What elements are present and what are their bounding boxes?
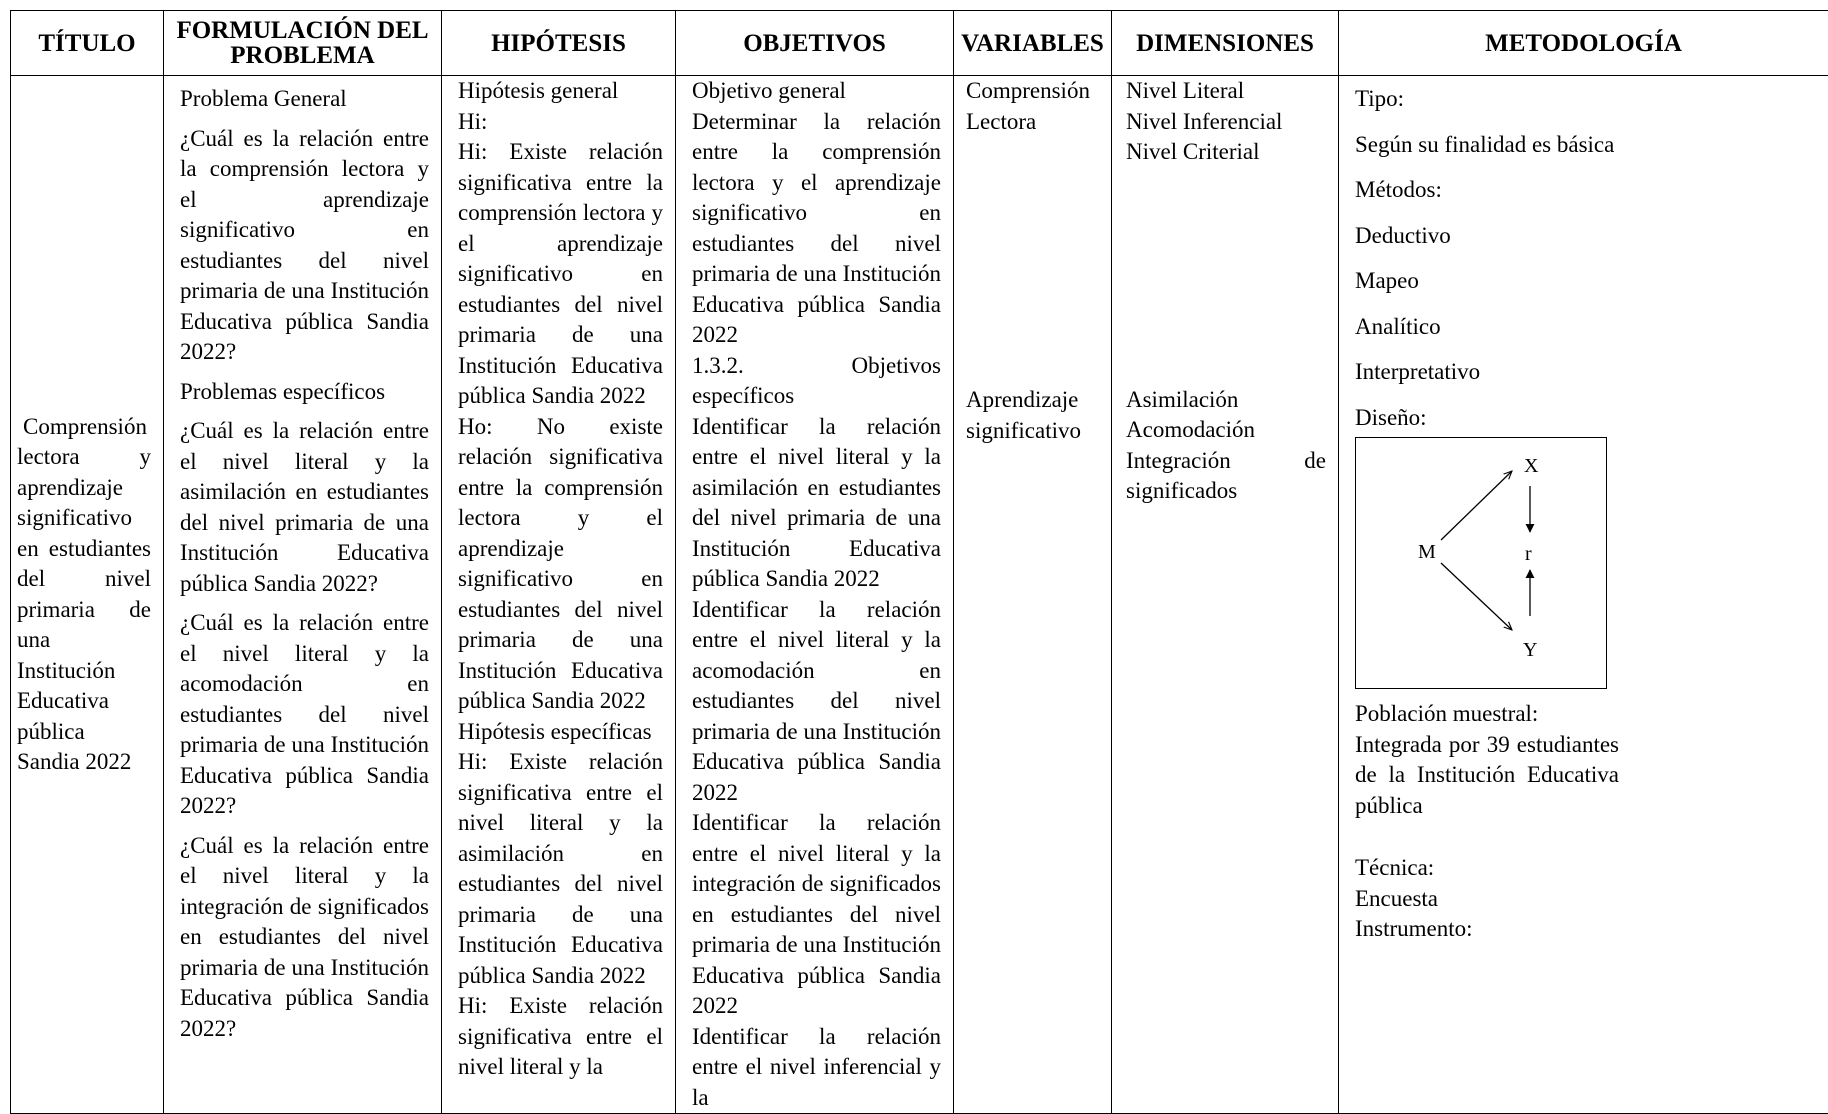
problema-general: ¿Cuál es la relación entre la comprensión lectora y el aprendizaje significativo en estudiantes del nivel primaria de una Institución Educativa pública Sandia 2022? [180,124,429,368]
dimension-2-2: Acomodación [1126,415,1326,446]
header-titulo [11,11,164,76]
metodologia-tipo: Según su finalidad es básica [1355,130,1619,161]
metodologia-poblacion: Integrada por 39 estudiantes de la Institución Educativa pública [1355,730,1619,822]
cell-problema [164,76,442,1114]
problemas-especificos-label: Problemas específicos [180,377,429,408]
objetivo-especifico-2: Identificar la relación entre el nivel literal y la acomodación en estudiantes del nivel primaria de una Institución Educativa pública Sandia 2022 [692,595,941,809]
dimension-2-1: Asimilación [1126,385,1326,416]
cell-variables [954,76,1112,1114]
objetivos-especificos-label: 1.3.2. Objetivos específicos [692,351,941,412]
problema-especifico-1: ¿Cuál es la relación entre el nivel literal y la asimilación en estudiantes del nivel primaria de una Institución Educativa pública Sandia 2022? [180,416,429,599]
metodo-item-1: Mapeo [1355,266,1828,297]
problema-general-label: Problema General [180,84,429,115]
header-hipotesis [442,11,676,76]
header-variables-text: VARIABLES [961,30,1104,57]
metodologia-instrumento-label: Instrumento: [1355,914,1828,945]
header-metodologia-text: METODOLOGÍA [1485,30,1682,57]
metodologia-poblacion-label: Población muestral: [1355,699,1828,730]
metodologia-tipo-label: Tipo: [1355,84,1828,115]
arrow-m-to-y [1441,563,1512,630]
hipotesis-ho-general: Ho: No existe relación significativa entre la comprensión lectora y el aprendizaje significativo en estudiantes del nivel primaria de una Institución Educativa pública Sandia 2022 [458,412,663,717]
metodologia-metodos-label: Métodos: [1355,175,1828,206]
dimension-1-2: Nivel Inferencial [1126,107,1326,138]
research-design-diagram [1355,437,1607,689]
metodologia-tecnica-label: Técnica: [1355,853,1828,884]
titulo-text: Comprensión lectora y aprendizaje significativo en estudiantes del nivel primaria de una Institución Educativa pública Sandia 2022 [17,412,151,778]
dimension-1-1: Nivel Literal [1126,76,1326,107]
header-metodologia [1339,11,1828,76]
hipotesis-hi-label: Hi: [458,107,663,138]
arrow-m-to-x [1441,471,1512,540]
cell-hipotesis [442,76,676,1114]
design-diagram-svg [1356,438,1606,688]
header-problema-line2: PROBLEMA [230,42,374,69]
hipotesis-hi-2: Hi: Existe relación significativa entre el nivel literal y la [458,991,663,1083]
header-dimensiones [1112,11,1339,76]
hipotesis-especificas-label: Hipótesis específicas [458,717,663,748]
header-objetivos-text: OBJETIVOS [743,30,886,57]
objetivo-especifico-3: Identificar la relación entre el nivel literal y la integración de significados en estudiantes del nivel primaria de una Institución Educativa pública Sandia 2022 [692,808,941,1022]
diagram-label-y: Y [1523,639,1537,661]
metodo-item-0: Deductivo [1355,221,1828,252]
header-hipotesis-text: HIPÓTESIS [491,30,626,57]
metodologia-diseno-label: Diseño: [1355,403,1828,434]
diagram-label-x: X [1524,455,1539,477]
diagram-label-m: M [1418,541,1436,563]
objetivo-general-label: Objetivo general [692,76,941,107]
hipotesis-hi-general: Hi: Existe relación significativa entre la comprensión lectora y el aprendizaje significativo en estudiantes del nivel primaria de una Institución Educativa pública Sandia 2022 [458,137,663,412]
cell-metodologia [1339,76,1828,1114]
cell-objetivos [676,76,954,1114]
hipotesis-hi-1: Hi: Existe relación significativa entre el nivel literal y la asimilación en estudiantes del nivel primaria de una Institución Educativa pública Sandia 2022 [458,747,663,991]
dimension-2-3: Integración de significados [1126,446,1326,507]
cell-dimensiones [1112,76,1339,1114]
objetivo-general: Determinar la relación entre la comprensión lectora y el aprendizaje significativo en estudiantes del nivel primaria de una Institución Educativa pública Sandia 2022 [692,107,941,351]
consistency-matrix-table [10,10,1828,1114]
header-dimensiones-text: DIMENSIONES [1136,30,1314,57]
metodo-item-2: Analítico [1355,312,1828,343]
hipotesis-general-label: Hipótesis general [458,76,663,107]
problema-especifico-2: ¿Cuál es la relación entre el nivel literal y la acomodación en estudiantes del nivel primaria de una Institución Educativa pública Sandia 2022? [180,608,429,822]
header-variables [954,11,1112,76]
header-objetivos [676,11,954,76]
cell-titulo [11,76,164,1114]
problema-especifico-3: ¿Cuál es la relación entre el nivel literal y la integración de significados en estudiantes del nivel primaria de una Institución Educativa pública Sandia 2022? [180,831,429,1045]
metodo-item-3: Interpretativo [1355,357,1828,388]
dimension-1-3: Nivel Criterial [1126,137,1326,168]
diagram-label-r: r [1525,543,1532,565]
header-problema-line1: FORMULACIÓN DEL [176,17,428,44]
body-row [11,76,1828,1114]
objetivo-especifico-1: Identificar la relación entre el nivel literal y la asimilación en estudiantes del nivel primaria de una Institución Educativa pública Sandia 2022 [692,412,941,595]
header-row [11,11,1828,76]
header-titulo-text: TÍTULO [38,30,135,57]
variable-1: Comprensión Lectora [966,76,1099,137]
variable-2: Aprendizaje significativo [966,385,1099,446]
metodologia-tecnica: Encuesta [1355,884,1828,915]
objetivo-especifico-4: Identificar la relación entre el nivel inferencial y la [692,1022,941,1114]
header-problema [164,11,442,76]
